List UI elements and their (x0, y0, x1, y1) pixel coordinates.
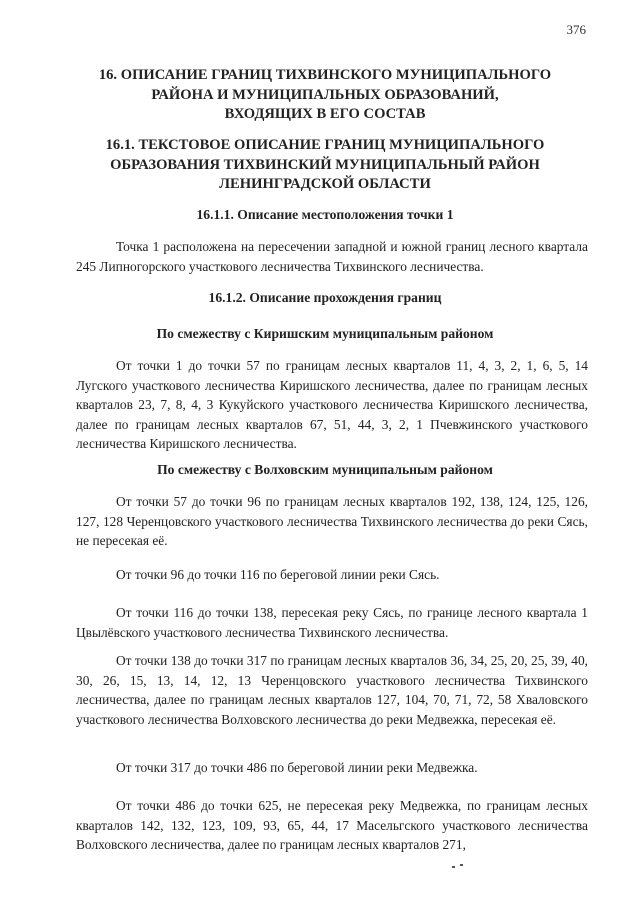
section-heading (60, 66, 590, 125)
subsection-heading-line: 16.1. ТЕКСТОВОЕ ОПИСАНИЕ ГРАНИЦ МУНИЦИПАЛЬНОГО (105, 137, 545, 153)
paragraph-volkhov-6: От точки 486 до точки 625, не пересекая реку Медвежка, по границам лесных кварталов 142, 132, 123, 109, 93, 65, 44, 17 Масельгского участкового лесничества Волховского лесничества, далее по границам лесных кварталов 271, (76, 798, 588, 853)
paragraph-point-1: Точка 1 расположена на пересечении западной и южной границ лесного квартала 245 Липногорского участкового лесничества Тихвинского лесничества. (76, 239, 588, 274)
section-heading-line: РАЙОНА И МУНИЦИПАЛЬНЫХ ОБРАЗОВАНИЙ, (151, 86, 499, 103)
subsection-heading (60, 136, 590, 195)
heading-volkhov-boundary: По смежеству с Волховским муниципальным районом (157, 462, 493, 477)
page-number: 376 (566, 22, 586, 37)
subsection-heading-line: ЛЕНИНГРАДСКОЙ ОБЛАСТИ (219, 176, 431, 192)
section-heading-line: ВХОДЯЩИХ В ЕГО СОСТАВ (224, 106, 426, 122)
paragraph-volkhov-3: От точки 116 до точки 138, пересекая реку Сясь, по границе лесного квартала 1 Цвылёвского участкового лесничества Тихвинского лесничества. (76, 605, 588, 640)
paragraph-kirishi: От точки 1 до точки 57 по границам лесных кварталов 11, 4, 3, 2, 1, 6, 5, 14 Лугского участкового лесничества Киришского лесничества, далее по границам лесных кварталов 23, 7, 8, 4, 3 Кукуйского участкового лесничества Киришского лесничества, далее по границам лесных кварталов 67, 51, 44, 3, 2, 1 Пчевжинского участкового лесничества Киришского лесничества. (76, 358, 588, 452)
heading-point-location: 16.1.1. Описание местоположения точки 1 (196, 207, 454, 222)
heading-boundary-description: 16.1.2. Описание прохождения границ (208, 290, 442, 305)
paragraph-volkhov-1: От точки 57 до точки 96 по границам лесных кварталов 192, 138, 124, 125, 126, 127, 128 Черенцовского участкового лесничества Тихвинского лесничества до реки Сясь, не пересекая её. (76, 494, 588, 549)
scan-artifact (452, 866, 455, 868)
paragraph-volkhov-5: От точки 317 до точки 486 по береговой линии реки Медвежка. (116, 760, 478, 775)
scan-artifact (460, 864, 463, 866)
section-heading-line: 16. ОПИСАНИЕ ГРАНИЦ ТИХВИНСКОГО МУНИЦИПАЛЬНОГО (98, 67, 552, 83)
heading-kirishi-boundary: По смежеству с Киришским муниципальным районом (156, 326, 494, 341)
paragraph-volkhov-4: От точки 138 до точки 317 по границам лесных кварталов 36, 34, 25, 20, 25, 39, 40, 30, 26, 15, 13, 14, 12, 13 Черенцовского участкового лесничества Тихвинского лесничества, далее по границам лесных кварталов 127, 104, 70, 71, 72, 58 Хваловского участкового лесничества Волховского лесничества до реки Медвежка, пересекая её. (76, 653, 588, 727)
subsection-heading-line: ОБРАЗОВАНИЯ ТИХВИНСКИЙ МУНИЦИПАЛЬНЫЙ РАЙОН (110, 156, 540, 173)
paragraph-volkhov-2: От точки 96 до точки 116 по береговой линии реки Сясь. (116, 567, 440, 582)
